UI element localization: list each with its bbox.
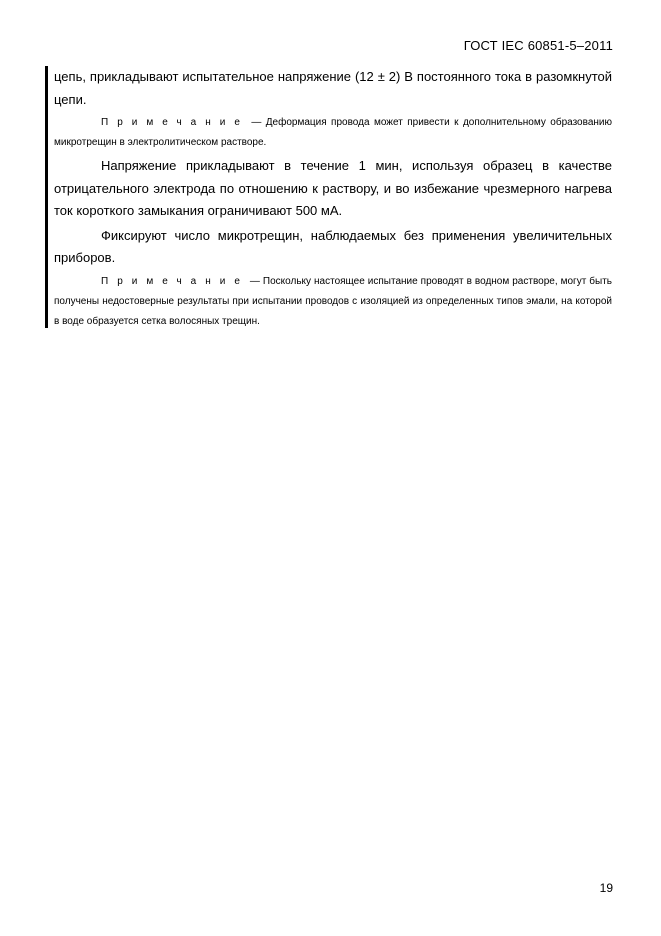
paragraph-voltage-duration: Напряжение прикладывают в течение 1 мин, используя образец в качестве отрицательного электрода по отношению к раствору, и во избежание чрезмерного нагрева ток короткого замыкания ограничивают 500 мА. bbox=[54, 158, 612, 218]
note-text: Деформация провода может привести к дополнительному образованию микротрещин в электролитическом растворе. bbox=[54, 117, 612, 148]
note-dash: — bbox=[246, 275, 263, 287]
revision-bar bbox=[45, 66, 48, 328]
paragraph-microcrack-count: Фиксируют число микротрещин, наблюдаемых без применения увеличительных приборов. bbox=[54, 227, 612, 265]
note-dash: — bbox=[246, 117, 266, 128]
document-header: ГОСТ IEC 60851-5–2011 bbox=[463, 38, 613, 53]
paragraph-circuit-voltage: цепь, прикладывают испытательное напряжение (12 ± 2) В постоянного тока в разомкнутой цепи. bbox=[54, 69, 612, 107]
note-label: Примечание bbox=[101, 275, 249, 287]
note-text: Поскольку настоящее испытание проводят в водном растворе, могут быть получены недостоверные результаты при испытании проводов с изоляцией из определенных типов эмали, на которой в воде образуется сетка волосяных трещин. bbox=[54, 275, 612, 327]
note-label: Примечание bbox=[101, 117, 249, 128]
note-deformation bbox=[54, 113, 612, 153]
page-number: 19 bbox=[599, 881, 613, 895]
note-aqueous-solution bbox=[54, 272, 612, 332]
document-body bbox=[54, 66, 612, 334]
